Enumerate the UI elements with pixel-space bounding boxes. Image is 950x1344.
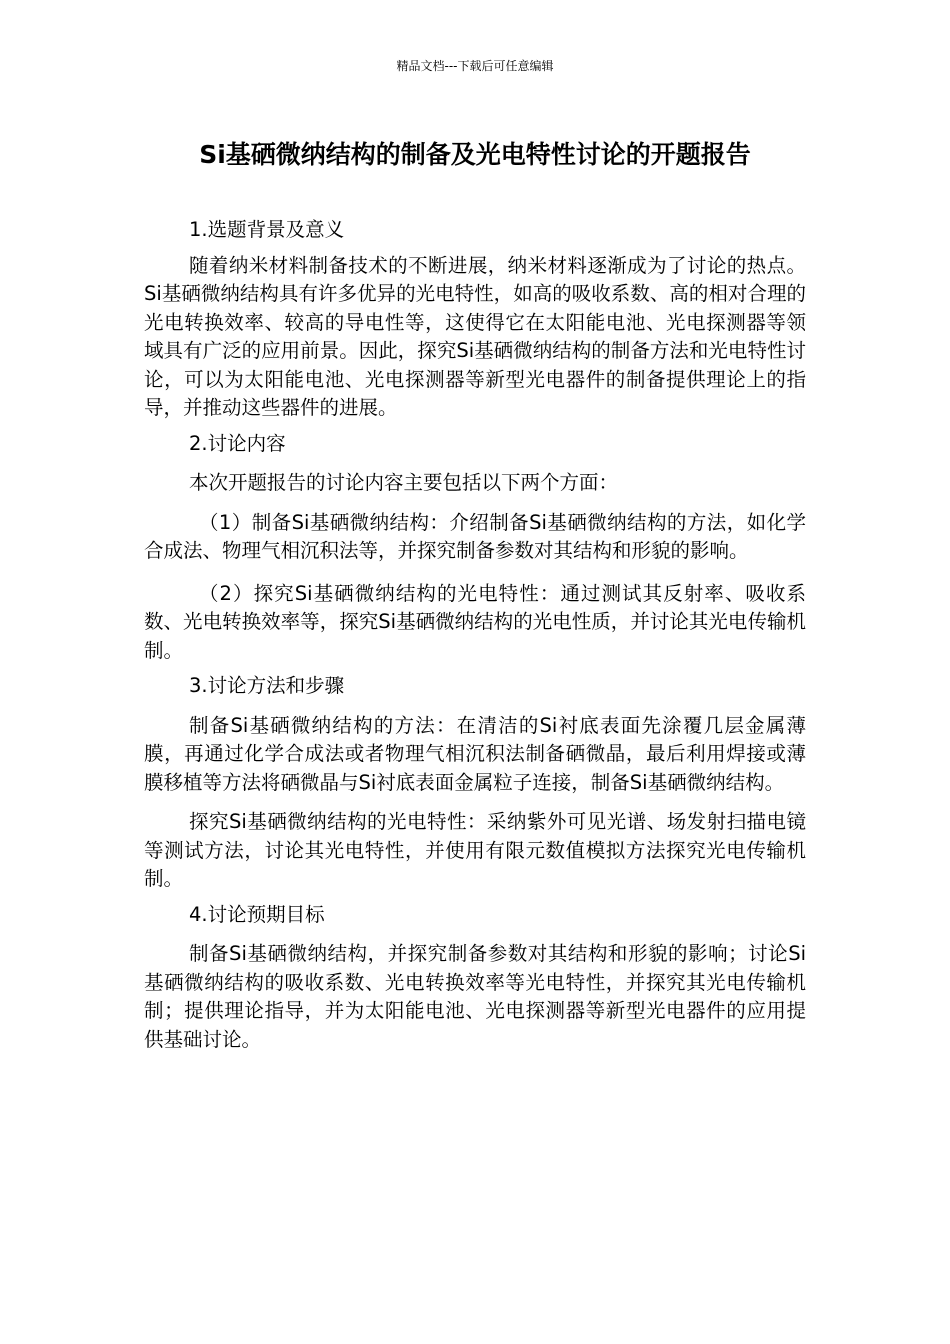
document-body bbox=[144, 216, 806, 1054]
paragraph-background: 随着纳米材料制备技术的不断进展，纳米材料逐渐成为了讨论的热点。Si基硒微纳结构具有许多优异的光电特性，如高的吸收系数、高的相对合理的光电转换效率、较高的导电性等，这使得它在太阳能电池、光电探测器等领域具有广泛的应用前景。因此，探究Si基硒微纳结构的制备方法和光电特性讨论，可以为太阳能电池、光电探测器等新型光电器件的制备提供理论上的指导，并推动这些器件的进展。 bbox=[144, 253, 806, 419]
paragraph-content-intro: 本次开题报告的讨论内容主要包括以下两个方面： bbox=[189, 471, 619, 494]
paragraph-goals: 制备Si基硒微纳结构，并探究制备参数对其结构和形貌的影响；讨论Si基硒微纳结构的吸收系数、光电转换效率等光电特性，并探究其光电传输机制；提供理论指导，并为太阳能电池、光电探测器等新型光电器件的应用提供基础讨论。 bbox=[144, 942, 806, 1051]
paragraph-method-preparation: 制备Si基硒微纳结构的方法：在清洁的Si衬底表面先涂覆几层金属薄膜，再通过化学合成法或者物理气相沉积法制备硒微晶，最后利用焊接或薄膜移植等方法将硒微晶与Si衬底表面金属粒子连接，制备Si基硒微纳结构。 bbox=[144, 713, 806, 794]
section-heading-method: 3.讨论方法和步骤 bbox=[189, 674, 345, 697]
section-heading-content: 2.讨论内容 bbox=[189, 431, 286, 455]
page-header: 精品文档---下载后可任意编辑 bbox=[396, 59, 554, 73]
section-heading-background: 1.选题背景及意义 bbox=[189, 218, 345, 241]
paragraph-method-characterization: 探究Si基硒微纳结构的光电特性：采纳紫外可见光谱、场发射扫描电镜等测试方法，讨论其光电特性，并使用有限元数值模拟方法探究光电传输机制。 bbox=[144, 810, 806, 890]
section-heading-goals: 4.讨论预期目标 bbox=[189, 902, 325, 926]
paragraph-content-item-1: （1）制备Si基硒微纳结构：介绍制备Si基硒微纳结构的方法，如化学合成法、物理气相沉积法等，并探究制备参数对其结构和形貌的影响。 bbox=[144, 510, 806, 562]
document-title: Si基硒微纳结构的制备及光电特性讨论的开题报告 bbox=[199, 140, 751, 169]
paragraph-content-item-2: （2）探究Si基硒微纳结构的光电特性：通过测试其反射率、吸收系数、光电转换效率等，探究Si基硒微纳结构的光电性质，并讨论其光电传输机制。 bbox=[144, 581, 806, 662]
